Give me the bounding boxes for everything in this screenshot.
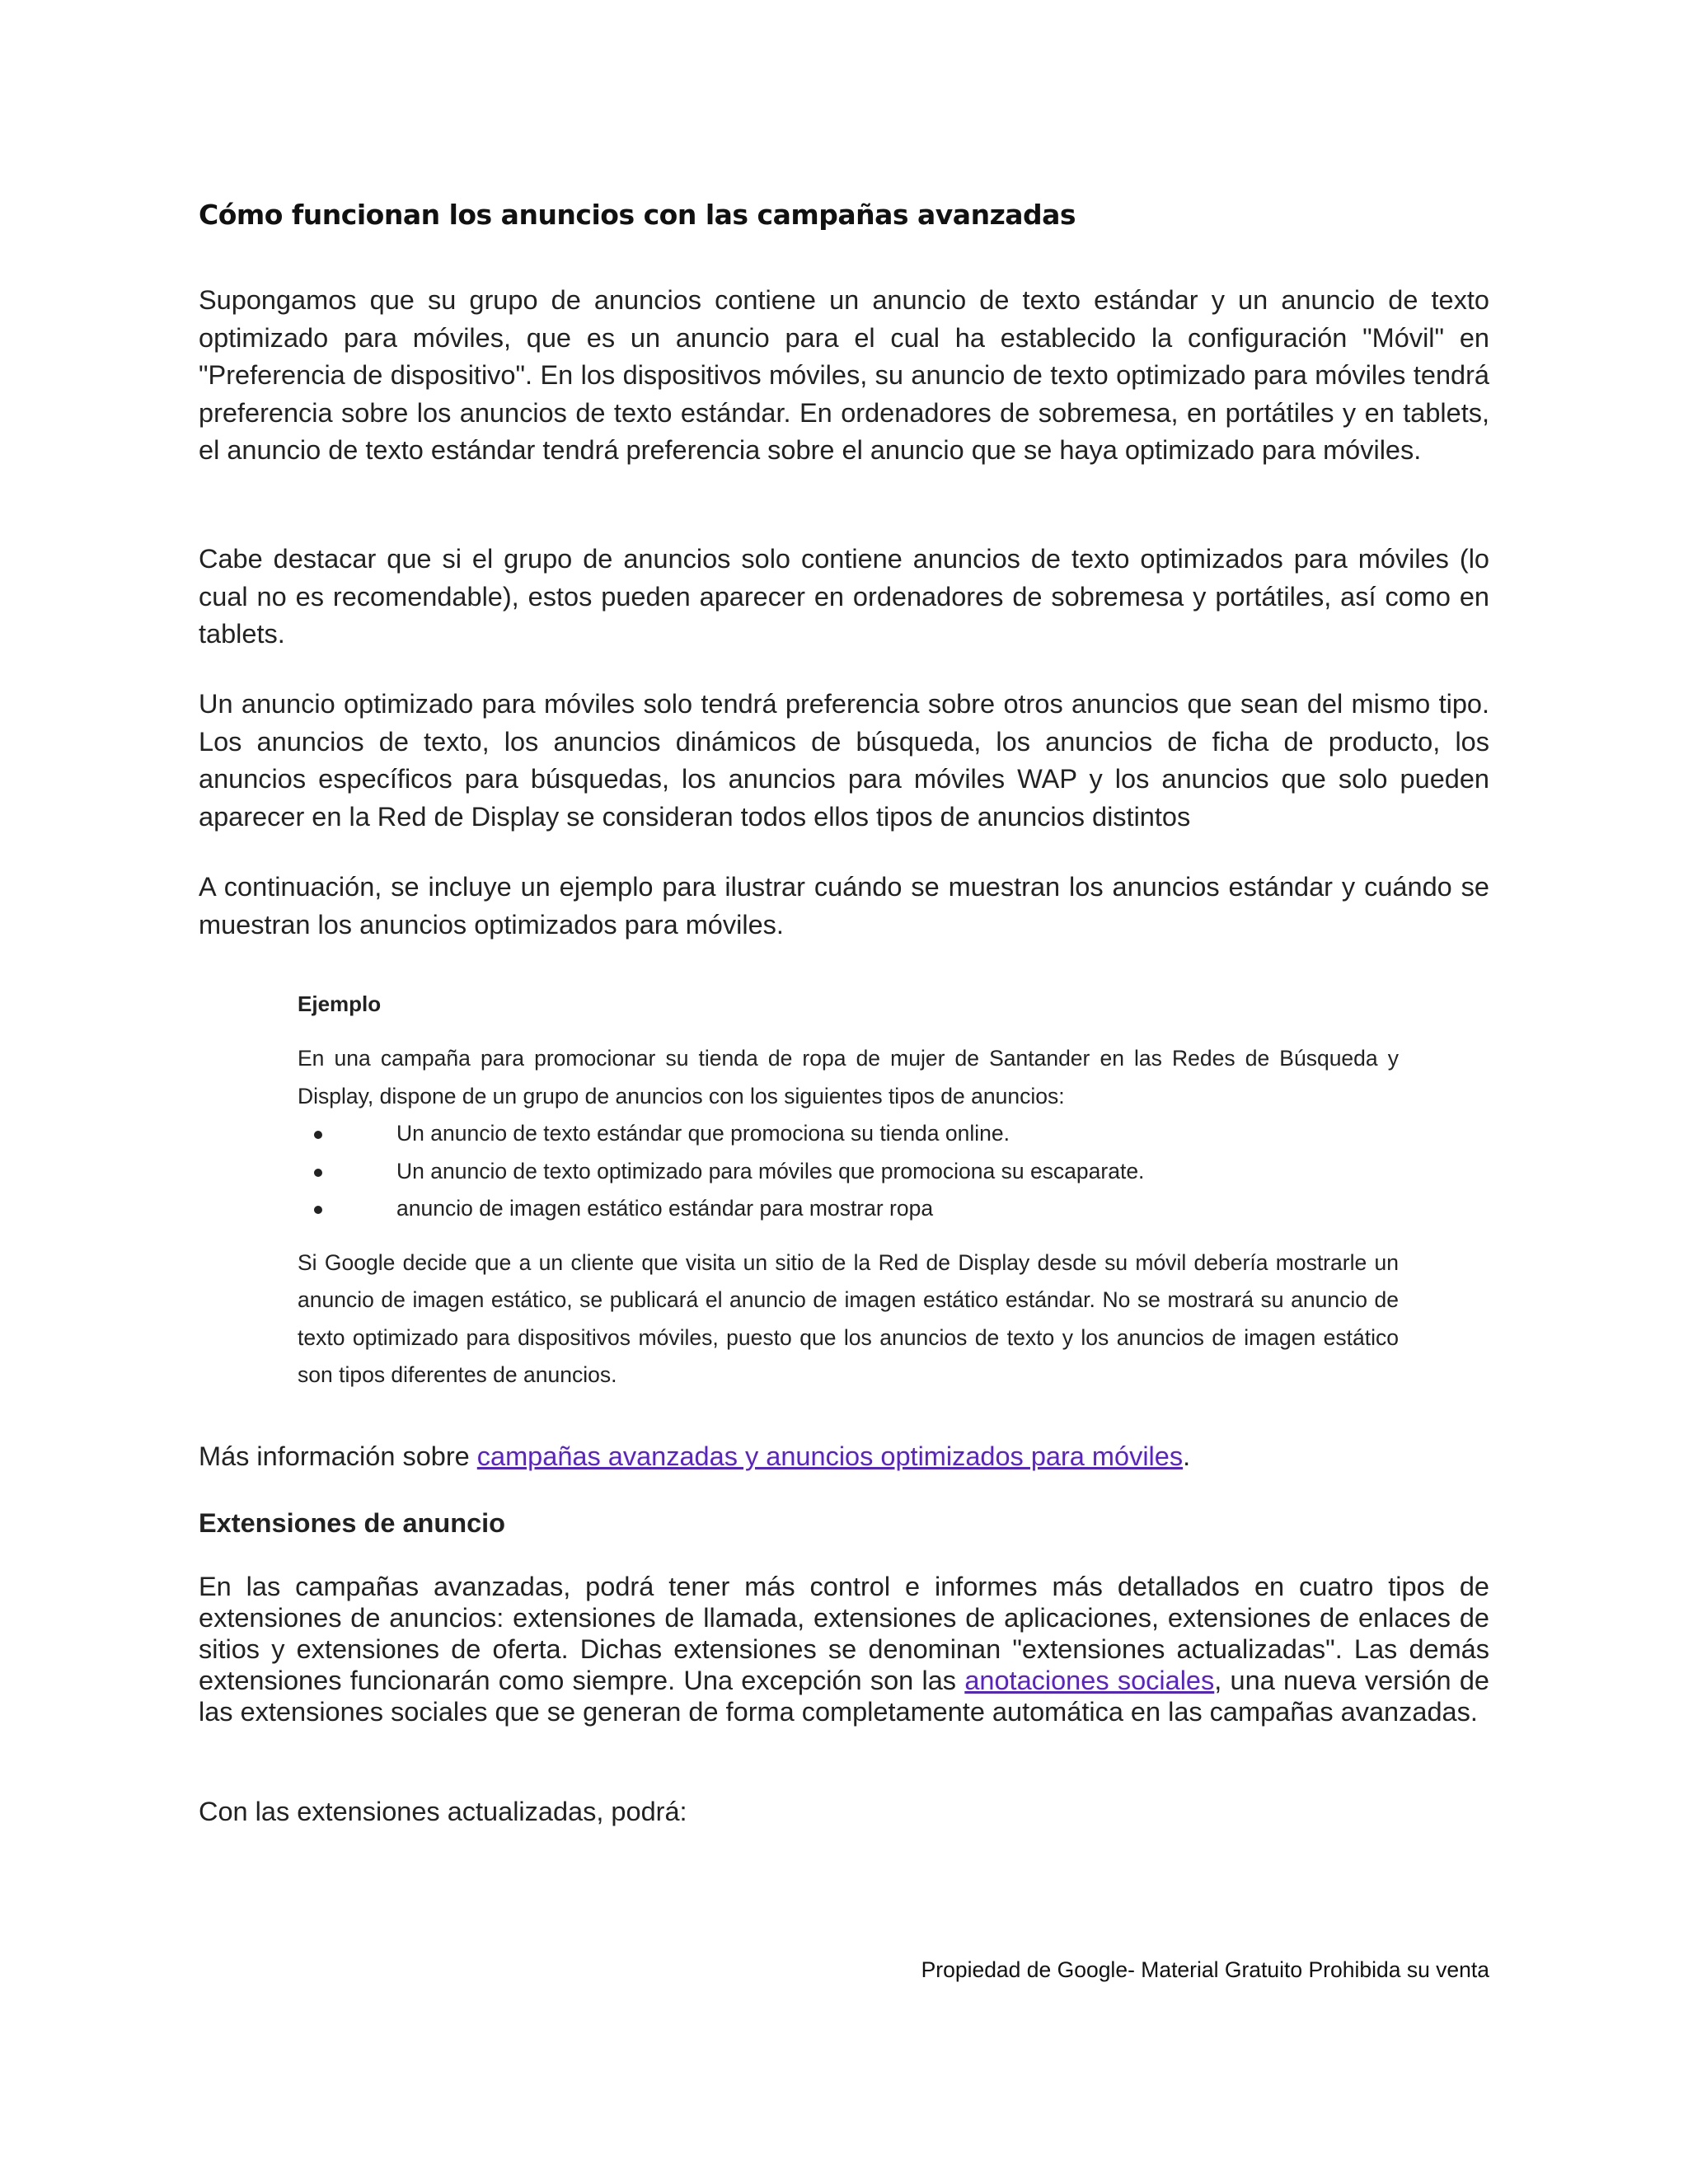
example-list bbox=[298, 1115, 1399, 1228]
list-item bbox=[298, 1115, 1399, 1153]
more-info-prefix: Más información sobre bbox=[199, 1441, 477, 1471]
page-footer: Propiedad de Google- Material Gratuito Prohibida su venta bbox=[921, 1957, 1489, 1982]
intro-paragraph: Supongamos que su grupo de anuncios contiene un anuncio de texto estándar y un anuncio de texto optimizado para móviles, que es un anuncio para el cual ha establecido la configuración "Móvil" en "Preferencia de dispositivo". En los dispositivos móviles, su anuncio de texto optimizado para móviles tendrá preferencia sobre los anuncios de texto estándar. En ordenadores de sobremesa, en portátiles y en tablets, el anuncio de texto estándar tendrá preferencia sobre el anuncio que se haya optimizado para móviles. bbox=[199, 285, 1489, 465]
extensions-closing-line: Con las extensiones actualizadas, podrá: bbox=[199, 1797, 687, 1826]
list-item-text: Un anuncio de texto estándar que promociona su tienda online. bbox=[396, 1121, 1010, 1146]
example-intro-text: En una campaña para promocionar su tienda de ropa de mujer de Santander en las Redes de Búsqueda y Display, dispone de un grupo de anuncios con los siguientes tipos de anuncios: bbox=[298, 1046, 1399, 1108]
more-info-line bbox=[199, 1438, 1489, 1476]
extensions-text-after-link: , una nueva versión de las extensiones sociales que se generan de forma completamente automática en las campañas avanzadas. bbox=[199, 1666, 1489, 1727]
social-annotations-link[interactable]: anotaciones sociales bbox=[964, 1666, 1215, 1695]
advanced-campaigns-link[interactable]: campañas avanzadas y anuncios optimizados para móviles bbox=[476, 1441, 1184, 1471]
bullet-icon bbox=[314, 1169, 322, 1177]
ad-types-paragraph: Un anuncio optimizado para móviles solo tendrá preferencia sobre otros anuncios que sean del mismo tipo. Los anuncios de texto, los anuncios dinámicos de búsqueda, los anuncios de ficha de producto, los anuncios específicos para búsquedas, los anuncios para móviles WAP y los anuncios que solo pueden aparecer en la Red de Display se consideran todos ellos tipos de anuncios distintos bbox=[199, 689, 1489, 832]
extensions-paragraph bbox=[199, 1571, 1489, 1727]
page-title: Cómo funcionan los anuncios con las campañas avanzadas bbox=[199, 199, 1076, 231]
bullet-icon bbox=[314, 1206, 322, 1214]
list-item-text: anuncio de imagen estático estándar para mostrar ropa bbox=[396, 1196, 934, 1221]
list-item-text: Un anuncio de texto optimizado para móviles que promociona su escaparate. bbox=[396, 1158, 1145, 1183]
extensions-text-before-link: En las campañas avanzadas, podrá tener más control e informes más detallados en cuatro tipos de extensiones de anuncios: extensiones de llamada, extensiones de aplicaciones, extensiones de enlaces de sitios y extensiones de oferta. Dichas extensiones se denominan "extensiones actualizadas". Las demás extensiones funcionarán como siempre. Una excepción son las bbox=[199, 1572, 1489, 1695]
list-item bbox=[298, 1153, 1399, 1191]
extensions-heading: Extensiones de anuncio bbox=[199, 1508, 506, 1538]
list-item bbox=[298, 1190, 1399, 1228]
mobile-only-note-paragraph: Cabe destacar que si el grupo de anuncios solo contiene anuncios de texto optimizados para móviles (lo cual no es recomendable), estos pueden aparecer en ordenadores de sobremesa y portátiles, así como en tablets. bbox=[199, 544, 1489, 649]
bullet-icon bbox=[314, 1131, 322, 1139]
example-heading: Ejemplo bbox=[298, 991, 382, 1016]
example-intro-paragraph: A continuación, se incluye un ejemplo para ilustrar cuándo se muestran los anuncios estándar y cuándo se muestran los anuncios optimizados para móviles. bbox=[199, 872, 1489, 940]
example-conclusion-text: Si Google decide que a un cliente que visita un sitio de la Red de Display desde su móvil debería mostrarle un anuncio de imagen estático, se publicará el anuncio de imagen estático estándar. No se mostrará su anuncio de texto optimizado para dispositivos móviles, puesto que los anuncios de texto y los anuncios de imagen estático son tipos diferentes de anuncios. bbox=[298, 1249, 1399, 1387]
example-block bbox=[298, 989, 1399, 1394]
more-info-suffix: . bbox=[1183, 1441, 1191, 1471]
